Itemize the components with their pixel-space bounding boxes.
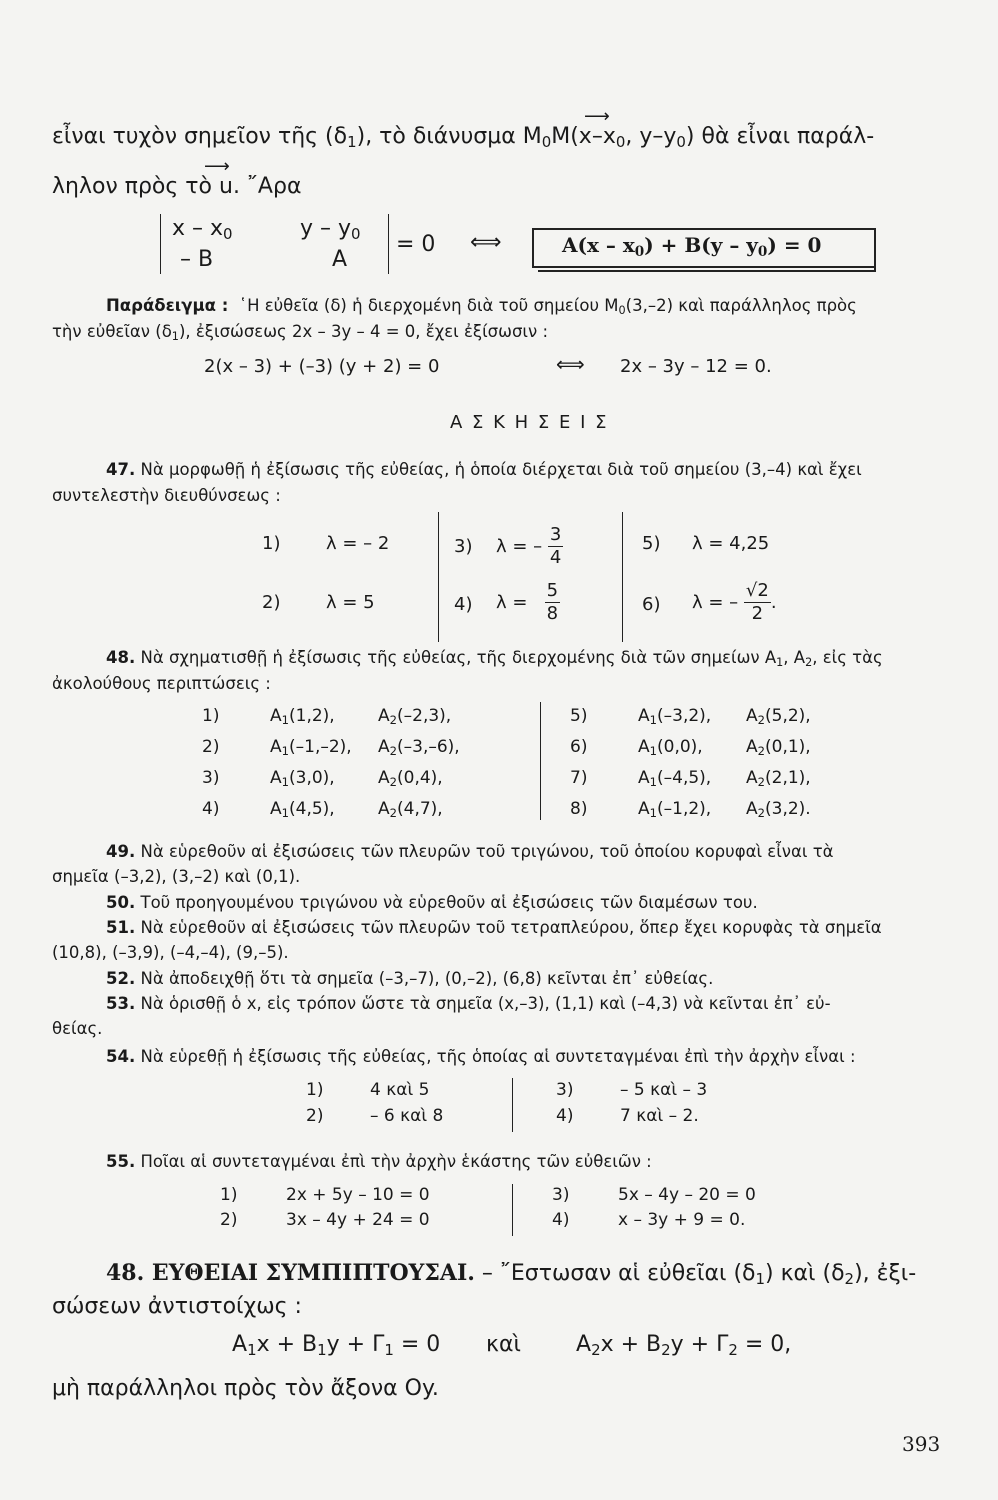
sub: 2 [389, 775, 397, 790]
coords: (–4,5), [657, 768, 712, 788]
eq-part: A [232, 1332, 248, 1357]
ex48-point-a [638, 706, 711, 726]
example-text: ῾Η εὐθεῖα (δ) ἡ διερχομένη διὰ τοῦ σημείου M [238, 296, 619, 315]
point-letter: A [270, 799, 282, 819]
exercise-number: 54. [106, 1047, 136, 1066]
exercise-text: Νὰ ἀποδειχθῇ ὅτι τὰ σημεῖα (–3,–7), (0,–2), (6,8) κεῖνται ἐπ᾽ εὐθείας. [140, 969, 714, 988]
sub: 1 [649, 744, 657, 759]
sub: 1 [317, 1341, 327, 1360]
ex51-line-2: (10,8), (–3,9), (–4,–4), (9,–5). [52, 943, 289, 962]
ex47-line-2: συντελεστὴν διευθύνσεως : [52, 486, 281, 505]
page-number: 393 [902, 1432, 941, 1456]
ex47-i4: 4) [454, 594, 473, 615]
ex47-i1: 1) [262, 533, 281, 554]
exercise-number: 55. [106, 1152, 136, 1171]
sub: 1 [281, 713, 289, 728]
eq-part: ) + B(y – y [644, 233, 758, 257]
section-line-2: σώσεων ἀντιστοίχως : [52, 1294, 302, 1319]
sub: 1 [281, 775, 289, 790]
denominator: 4 [549, 547, 562, 568]
exercise-text: Νὰ ὁρισθῇ ὁ x, εἰς τρόπον ὥστε τὰ σημεῖα (x,–3), (1,1) καὶ (–4,3) νὰ κεῖνται ἐπ᾽ εὐ- [140, 994, 831, 1013]
example-text: ), ἐξισώσεως 2x – 3y – 4 = 0, ἔχει ἐξίσωσιν : [178, 322, 549, 341]
ex53-line-1 [106, 994, 831, 1013]
sub: 2 [728, 1341, 738, 1360]
intro-line-1 [52, 124, 875, 152]
coords: (1,2), [289, 706, 335, 726]
coords: (5,2), [765, 706, 811, 726]
ex47-v3 [496, 524, 563, 569]
equivalence-arrow-icon: ⟺ [556, 352, 585, 376]
sub: 0 [223, 225, 233, 244]
ex48-point-b [378, 768, 443, 788]
point-letter: A [270, 768, 282, 788]
ex48-point-a [270, 799, 335, 819]
ex55-v2: 3x – 4y + 24 = 0 [286, 1210, 430, 1230]
ex48-index: 4) [202, 799, 220, 819]
exercise-number: 53. [106, 994, 136, 1013]
ex49-line-2: σημεῖα (–3,2), (3,–2) καὶ (0,1). [52, 867, 301, 886]
ex54-i1: 1) [306, 1080, 324, 1100]
ex48-index: 8) [570, 799, 588, 819]
example-line-2 [52, 322, 549, 344]
eq-part: y + Γ [326, 1332, 385, 1357]
ex54-i3: 3) [556, 1080, 574, 1100]
ex55-i1: 1) [220, 1185, 238, 1205]
ex48-point-a [638, 799, 711, 819]
numerator: 3 [549, 524, 562, 545]
det-cell: y – y [300, 216, 352, 241]
ex55-i2: 2) [220, 1210, 238, 1230]
ex54-v4: 7 καὶ – 2. [620, 1106, 699, 1126]
ex47-i5: 5) [642, 533, 661, 554]
sub: 2 [757, 744, 765, 759]
exercise-text: , εἰς τὰς [812, 648, 883, 667]
ex47-v4 [496, 580, 560, 625]
intro-line-2: ληλον πρὸς τὸ u. ῎Αρα [52, 174, 302, 199]
sub: 1 [281, 806, 289, 821]
det-right-bar [388, 214, 389, 274]
sub: 1 [247, 1341, 257, 1360]
sub: 1 [755, 1270, 766, 1289]
exercises-title: Α Σ Κ Η Σ Ε Ι Σ [450, 412, 609, 433]
coords: (–3,–6), [397, 737, 460, 757]
point-letter: A [746, 737, 758, 757]
ex55-i4: 4) [552, 1210, 570, 1230]
intro-text: εἶναι τυχὸν σημεῖον τῆς (δ [52, 124, 348, 149]
example-label: Παράδειγμα : [106, 296, 229, 315]
ex48-point-b [746, 737, 811, 757]
coords: (0,1), [765, 737, 811, 757]
ex48-divider [540, 702, 541, 820]
sub: 1 [649, 806, 657, 821]
section-eq-1 [232, 1332, 441, 1360]
point-letter: A [378, 737, 390, 757]
ex55-divider [512, 1184, 513, 1236]
ex47-i6: 6) [642, 594, 661, 615]
ex54-i2: 2) [306, 1106, 324, 1126]
sub: 2 [389, 713, 397, 728]
exercise-text: Νὰ σχηματισθῇ ἡ ἐξίσωσις τῆς εὐθείας, τῆς διερχομένης διὰ τῶν σημείων A [140, 648, 777, 667]
sub: 1 [347, 133, 357, 152]
example-eq-left: 2(x – 3) + (–3) (y + 2) = 0 [204, 356, 440, 377]
eq-part: A(x – x [562, 233, 635, 257]
exercise-text: Νὰ εὑρεθοῦν αἱ ἐξισώσεις τῶν πλευρῶν τοῦ τετραπλεύρου, ὅπερ ἔχει κορυφὰς τὰ σημεῖα [140, 918, 882, 937]
intro-text: M(x–x [551, 124, 616, 149]
exercise-number: 51. [106, 918, 136, 937]
vector-arrow-icon: ⟶ [204, 156, 230, 177]
section-line-3: μὴ παράλληλοι πρὸς τὸν ἄξονα Oy. [52, 1376, 439, 1401]
det-r1c2 [300, 216, 361, 244]
section-and: καὶ [486, 1332, 521, 1357]
ex54-divider [512, 1078, 513, 1132]
ex48-index: 2) [202, 737, 220, 757]
point-letter: A [378, 706, 390, 726]
ex55-v1: 2x + 5y – 10 = 0 [286, 1185, 430, 1205]
sub: 0 [615, 133, 626, 152]
eq-part: x + B [600, 1332, 662, 1357]
ex48-point-a [270, 737, 352, 757]
sub: 2 [805, 656, 813, 670]
ex55-i3: 3) [552, 1185, 570, 1205]
exercise-text: Νὰ μορφωθῇ ἡ ἐξίσωσις τῆς εὐθείας, ἡ ὁποία διέρχεται διὰ τοῦ σημείου (3,–4) καὶ ἔχει [140, 460, 862, 479]
ex48-point-b [378, 706, 451, 726]
equivalence-arrow-icon: ⟺ [470, 230, 502, 255]
section-heading: 48. ΕΥΘΕΙΑΙ ΣΥΜΠΙΠΤΟΥΣΑΙ. [106, 1260, 475, 1286]
sub: 1 [776, 656, 784, 670]
coords: (0,4), [397, 768, 443, 788]
ex48-point-a [270, 768, 335, 788]
det-r2c2: A [332, 247, 348, 272]
ex51-line-1 [106, 918, 882, 937]
exercise-text: Νὰ εὑρεθῇ ἡ ἐξίσωσις τῆς εὐθείας, τῆς ὁποίας αἱ συντεταγμέναι ἐπὶ τὴν ἀρχὴν εἶναι : [140, 1047, 856, 1066]
eq-part: ) = 0 [767, 233, 822, 257]
sub: 1 [649, 775, 657, 790]
point-letter: A [638, 706, 650, 726]
eq-part: = 0, [737, 1332, 792, 1357]
point-letter: A [270, 706, 282, 726]
ex55-v3: 5x – 4y – 20 = 0 [618, 1185, 756, 1205]
ex54-v2: – 6 καὶ 8 [370, 1106, 444, 1126]
ex48-index: 6) [570, 737, 588, 757]
section-line-1 [106, 1260, 917, 1289]
point-letter: A [638, 737, 650, 757]
coords: (4,7), [397, 799, 443, 819]
ex47-v2: λ = 5 [326, 592, 375, 613]
ex54-line-1 [106, 1047, 856, 1066]
ex47-v1: λ = – 2 [326, 533, 390, 554]
ex54-v3: – 5 καὶ – 3 [620, 1080, 708, 1100]
ex47-divider-1 [438, 512, 439, 642]
coords: (–3,2), [657, 706, 712, 726]
sub: 0 [618, 304, 626, 318]
sub: 0 [541, 133, 552, 152]
section-eq-2 [576, 1332, 792, 1360]
eq-part: A [576, 1332, 592, 1357]
exercise-number: 52. [106, 969, 136, 988]
exercise-number: 50. [106, 893, 136, 912]
exercise-number: 48. [106, 648, 136, 667]
numerator: √2 [745, 580, 769, 601]
exercise-text: , A [783, 648, 806, 667]
ex48-point-b [746, 768, 811, 788]
sub: 2 [757, 713, 765, 728]
intro-text: ), τὸ διάνυσμα M [356, 124, 542, 149]
ex48-index: 1) [202, 706, 220, 726]
sub: 0 [757, 243, 768, 260]
point-letter: A [270, 737, 282, 757]
lambda-eq: λ = – [692, 592, 739, 613]
point-letter: A [378, 799, 390, 819]
ex48-line-2: ἀκολούθους περιπτώσεις : [52, 674, 271, 693]
lambda-eq: λ = – [496, 536, 543, 557]
sub: 2 [591, 1341, 601, 1360]
sub: 2 [757, 806, 765, 821]
ex48-point-b [378, 737, 460, 757]
ex48-point-b [746, 706, 811, 726]
ex48-point-a [270, 706, 335, 726]
ex48-point-b [378, 799, 443, 819]
coords: (3,2). [765, 799, 811, 819]
coords: (4,5), [289, 799, 335, 819]
sub: 0 [634, 243, 645, 260]
sub: 2 [389, 744, 397, 759]
ex47-line-1 [106, 460, 862, 479]
exercise-text: Νὰ εὑρεθοῦν αἱ ἐξισώσεις τῶν πλευρῶν τοῦ τριγώνου, τοῦ ὁποίου κορυφαὶ εἶναι τὰ [140, 842, 834, 861]
sub: 2 [844, 1270, 855, 1289]
point-letter: A [378, 768, 390, 788]
sub: 2 [661, 1341, 671, 1360]
exercise-text: Τοῦ προηγουμένου τριγώνου νὰ εὑρεθοῦν αἱ ἐξισώσεις τῶν διαμέσων του. [140, 893, 758, 912]
ex54-i4: 4) [556, 1106, 574, 1126]
point-letter: A [746, 706, 758, 726]
sub: 1 [281, 744, 289, 759]
fraction [548, 524, 563, 569]
point-letter: A [638, 768, 650, 788]
ex54-v1: 4 καὶ 5 [370, 1080, 430, 1100]
ex48-index: 5) [570, 706, 588, 726]
ex47-divider-2 [622, 512, 623, 642]
ex47-i2: 2) [262, 592, 281, 613]
coords: (–2,3), [397, 706, 452, 726]
section-text: – ῎Εστωσαν αἱ εὐθεῖαι (δ [474, 1261, 756, 1286]
ex48-index: 7) [570, 768, 588, 788]
coords: (–1,–2), [289, 737, 352, 757]
ex53-line-2: θείας. [52, 1019, 103, 1038]
sub: 1 [171, 330, 179, 344]
point-letter: A [746, 799, 758, 819]
det-equals: = 0 [396, 232, 436, 257]
section-text: ), ἐξι- [854, 1261, 917, 1286]
intro-text: ) θὰ εἶναι παράλ- [685, 124, 875, 149]
denominator: 2 [751, 603, 764, 624]
ex47-v5: λ = 4,25 [692, 533, 770, 554]
coords: (3,0), [289, 768, 335, 788]
det-cell: x – x [172, 216, 224, 241]
denominator: 8 [546, 603, 559, 624]
example-eq-right: 2x – 3y – 12 = 0. [620, 356, 772, 377]
sub: 2 [389, 806, 397, 821]
ex55-v4: x – 3y + 9 = 0. [618, 1210, 746, 1230]
ex48-index: 3) [202, 768, 220, 788]
eq-part: = 0 [393, 1332, 441, 1357]
example-text: (3,–2) καὶ παράλληλος πρὸς [625, 296, 857, 315]
example-line-1 [106, 296, 857, 318]
fraction [744, 580, 771, 625]
eq-part: x + B [256, 1332, 318, 1357]
boxed-equation-text [562, 233, 822, 260]
vector-arrow-icon: ⟶ [584, 106, 610, 127]
ex48-point-a [638, 768, 711, 788]
ex48-point-b [746, 799, 811, 819]
sub: 0 [676, 133, 686, 152]
det-left-bar [160, 214, 161, 274]
sub: 1 [384, 1341, 394, 1360]
period: . [770, 592, 777, 613]
coords: (–1,2), [657, 799, 712, 819]
coords: (2,1), [765, 768, 811, 788]
ex47-v6 [692, 580, 777, 625]
lambda-eq: λ = [496, 592, 528, 613]
exercise-number: 49. [106, 842, 136, 861]
ex50-line-1 [106, 893, 758, 912]
det-r2c1: – B [180, 247, 214, 272]
numerator: 5 [546, 580, 559, 601]
ex55-line-1 [106, 1152, 652, 1171]
eq-part: y + Γ [670, 1332, 729, 1357]
ex48-point-a [638, 737, 703, 757]
section-text: ) καὶ (δ [765, 1261, 845, 1286]
det-r1c1 [172, 216, 233, 244]
ex49-line-1 [106, 842, 834, 861]
fraction [545, 580, 560, 625]
sub: 2 [757, 775, 765, 790]
sub: 1 [649, 713, 657, 728]
point-letter: A [746, 768, 758, 788]
exercise-number: 47. [106, 460, 136, 479]
intro-text: , y–y [625, 124, 677, 149]
ex47-i3: 3) [454, 536, 473, 557]
ex52-line-1 [106, 969, 713, 988]
exercise-text: Ποῖαι αἱ συντεταγμέναι ἐπὶ τὴν ἀρχὴν ἑκάστης τῶν εὐθειῶν : [140, 1152, 652, 1171]
point-letter: A [638, 799, 650, 819]
example-text: τὴν εὐθεῖαν (δ [52, 322, 172, 341]
coords: (0,0), [657, 737, 703, 757]
sub: 0 [351, 225, 361, 244]
ex48-line-1 [106, 648, 883, 670]
